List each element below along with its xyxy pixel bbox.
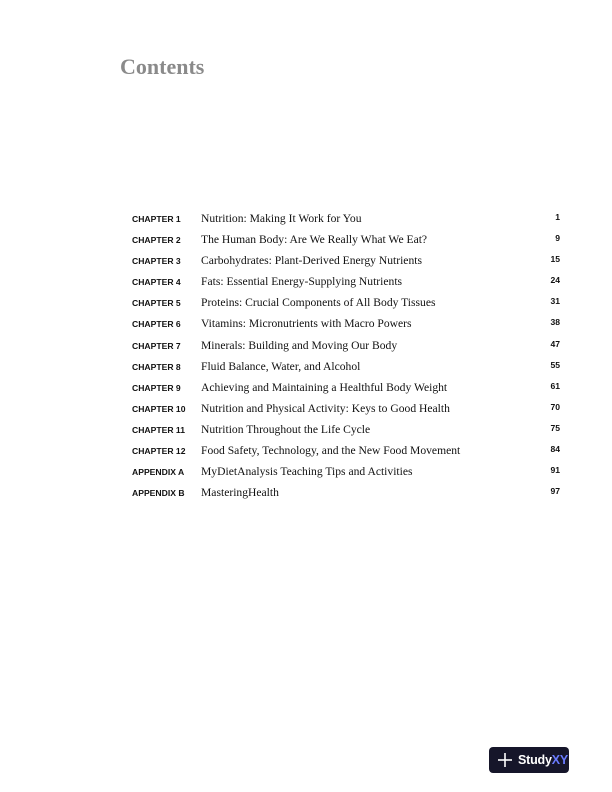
toc-entry-page-number: 91 bbox=[550, 465, 560, 476]
toc-entry-label: CHAPTER 2 bbox=[132, 235, 181, 246]
toc-entry-chapter-8[interactable] bbox=[132, 360, 560, 381]
toc-entry-title: MasteringHealth bbox=[201, 486, 279, 500]
toc-entry-chapter-9[interactable] bbox=[132, 381, 560, 402]
toc-entry-chapter-12[interactable] bbox=[132, 444, 560, 465]
toc-entry-chapter-5[interactable] bbox=[132, 296, 560, 317]
toc-entry-label: CHAPTER 3 bbox=[132, 256, 181, 267]
toc-entry-label: CHAPTER 7 bbox=[132, 340, 181, 351]
toc-entry-chapter-2[interactable] bbox=[132, 233, 560, 254]
studyxy-logo-text bbox=[518, 753, 568, 767]
toc-entry-title: Carbohydrates: Plant-Derived Energy Nutrients bbox=[201, 254, 422, 268]
toc-entry-label: CHAPTER 11 bbox=[132, 424, 186, 435]
toc-entry-chapter-6[interactable] bbox=[132, 317, 560, 338]
page-title: Contents bbox=[120, 54, 205, 79]
studyxy-logo-accent: XY bbox=[551, 753, 569, 767]
toc-entry-chapter-1[interactable] bbox=[132, 212, 560, 233]
toc-entry-page-number: 38 bbox=[550, 317, 560, 328]
toc-entry-page-number: 84 bbox=[550, 444, 560, 455]
toc-entry-title: The Human Body: Are We Really What We Eat? bbox=[201, 233, 428, 247]
toc-entry-label: CHAPTER 12 bbox=[132, 446, 186, 457]
toc-entry-label: APPENDIX B bbox=[132, 488, 185, 499]
toc-entry-page-number: 70 bbox=[550, 401, 560, 412]
toc-entry-chapter-7[interactable] bbox=[132, 339, 560, 360]
table-of-contents bbox=[132, 212, 560, 507]
toc-entry-page-number: 47 bbox=[550, 338, 560, 349]
toc-entry-label: CHAPTER 6 bbox=[132, 319, 181, 330]
toc-entry-title: Nutrition and Physical Activity: Keys to Good Health bbox=[201, 401, 450, 415]
toc-entry-label: APPENDIX A bbox=[132, 467, 185, 478]
toc-entry-label: CHAPTER 4 bbox=[132, 277, 181, 288]
toc-entry-chapter-10[interactable] bbox=[132, 402, 560, 423]
toc-entry-title: Nutrition Throughout the Life Cycle bbox=[201, 422, 371, 436]
studyxy-watermark-badge[interactable] bbox=[489, 747, 569, 773]
toc-entry-chapter-11[interactable] bbox=[132, 423, 560, 444]
toc-entry-page-number: 15 bbox=[550, 254, 560, 265]
toc-entry-label: CHAPTER 9 bbox=[132, 382, 181, 393]
toc-entry-title: Achieving and Maintaining a Healthful Body Weight bbox=[201, 380, 448, 394]
toc-entry-page-number: 1 bbox=[555, 212, 560, 222]
toc-entry-title: Food Safety, Technology, and the New Food Movement bbox=[201, 444, 461, 458]
toc-entry-label: CHAPTER 8 bbox=[132, 361, 181, 372]
toc-entry-title: Fluid Balance, Water, and Alcohol bbox=[201, 359, 361, 373]
toc-entry-page-number: 55 bbox=[550, 359, 560, 370]
studyxy-logo-main: Study bbox=[518, 753, 552, 767]
toc-entry-chapter-3[interactable] bbox=[132, 254, 560, 275]
toc-entry-label: CHAPTER 1 bbox=[132, 214, 181, 224]
plus-icon bbox=[497, 752, 513, 768]
toc-entry-page-number: 61 bbox=[550, 380, 560, 391]
toc-entry-label: CHAPTER 10 bbox=[132, 403, 186, 414]
toc-entry-label: CHAPTER 5 bbox=[132, 298, 181, 309]
toc-entry-page-number: 75 bbox=[550, 422, 560, 433]
toc-entry-title: Fats: Essential Energy-Supplying Nutrients bbox=[201, 275, 403, 289]
toc-entry-chapter-4[interactable] bbox=[132, 275, 560, 296]
toc-entry-title: Proteins: Crucial Components of All Body Tissues bbox=[201, 296, 436, 310]
toc-entry-appendix-a[interactable] bbox=[132, 465, 560, 486]
toc-entry-appendix-b[interactable] bbox=[132, 486, 560, 507]
toc-entry-page-number: 9 bbox=[555, 233, 560, 244]
toc-entry-title: Nutrition: Making It Work for You bbox=[201, 212, 362, 225]
toc-entry-title: Vitamins: Micronutrients with Macro Powers bbox=[201, 317, 412, 331]
toc-entry-page-number: 97 bbox=[550, 486, 560, 497]
toc-entry-title: Minerals: Building and Moving Our Body bbox=[201, 338, 398, 352]
toc-entry-page-number: 31 bbox=[550, 296, 560, 307]
toc-entry-page-number: 24 bbox=[550, 275, 560, 286]
toc-entry-title: MyDietAnalysis Teaching Tips and Activities bbox=[201, 465, 413, 479]
